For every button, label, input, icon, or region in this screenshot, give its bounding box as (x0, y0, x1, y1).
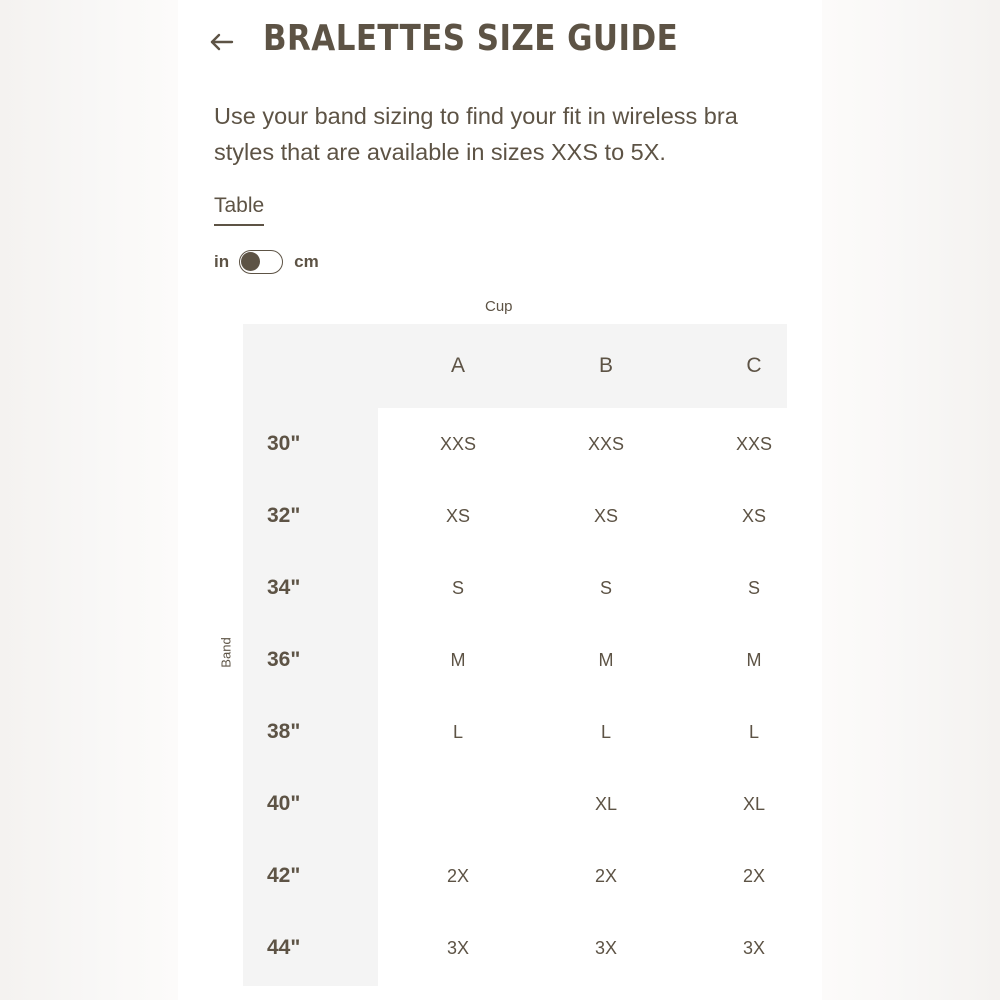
tab-table[interactable]: Table (214, 194, 264, 226)
cup-header-a: A (450, 354, 465, 377)
unit-label-cm: cm (294, 252, 319, 271)
size-cell: 3X (446, 937, 470, 958)
size-cell: XXS (735, 433, 773, 454)
size-cell: S (451, 577, 464, 598)
size-cell: 2X (742, 865, 766, 886)
table-row (243, 840, 787, 912)
cup-header-c: C (746, 354, 762, 377)
table-row (243, 696, 787, 768)
size-cell: XS (741, 505, 766, 526)
unit-toggle[interactable] (239, 250, 283, 274)
size-cell: S (599, 577, 612, 598)
table-row (243, 912, 787, 984)
size-cell: 3X (594, 937, 618, 958)
table-header (243, 324, 787, 408)
band-size: 44" (267, 936, 301, 959)
table-row (243, 480, 787, 552)
band-size: 30" (267, 432, 301, 455)
cup-header-b: B (598, 354, 613, 377)
toggle-knob (241, 252, 260, 271)
size-cell: M (450, 649, 466, 670)
band-size: 38" (267, 720, 301, 743)
band-size: 42" (267, 864, 301, 887)
size-cell: XS (445, 505, 470, 526)
size-cell: XS (593, 505, 618, 526)
band-size: 34" (267, 576, 301, 599)
band-size: 32" (267, 504, 301, 527)
band-size: 40" (267, 792, 301, 815)
cup-axis-label: Cup (485, 298, 513, 315)
size-cell: 2X (594, 865, 618, 886)
table-row (243, 552, 787, 624)
size-cell: XXS (439, 433, 477, 454)
arrow-left-icon (209, 32, 235, 52)
page-background-right (822, 0, 1000, 1000)
table-row (243, 624, 787, 696)
size-cell: XL (742, 793, 766, 814)
size-table (243, 324, 787, 959)
table-row (243, 768, 787, 840)
unit-label-in: in (214, 252, 230, 271)
table-row (243, 408, 787, 480)
size-cell: M (598, 649, 614, 670)
size-guide-panel (178, 0, 822, 1000)
size-cell: M (746, 649, 762, 670)
size-cell: L (600, 721, 611, 742)
size-cell: XL (594, 793, 618, 814)
page-background-left (0, 0, 178, 1000)
size-cell: 3X (742, 937, 766, 958)
size-cell: 2X (446, 865, 470, 886)
size-cell: S (747, 577, 760, 598)
page-description: Use your band sizing to find your fit in wireless bra styles that are available in sizes XXS to 5X. (214, 103, 738, 165)
band-size: 36" (267, 648, 301, 671)
unit-switcher (214, 250, 319, 274)
page-title: BRALETTES SIZE GUIDE (263, 18, 679, 59)
size-cell: XXS (587, 433, 625, 454)
band-axis-label: Band (218, 637, 234, 668)
back-button[interactable] (204, 22, 240, 62)
size-cell (418, 768, 498, 840)
size-cell: L (452, 721, 463, 742)
size-cell: L (748, 721, 759, 742)
